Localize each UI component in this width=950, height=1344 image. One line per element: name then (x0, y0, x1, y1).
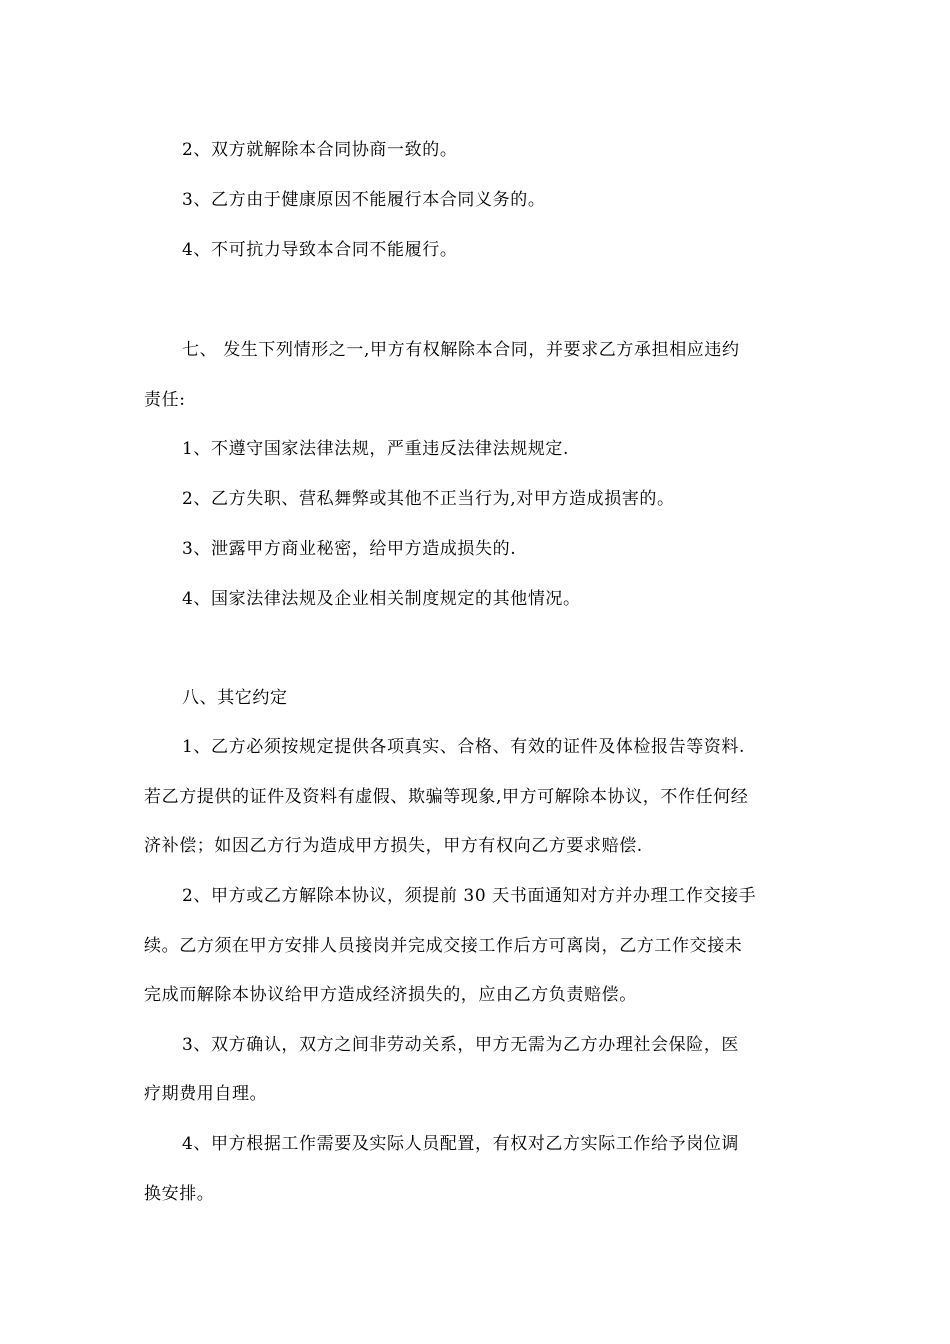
clause-8-item-2-line-3: 完成而解除本协议给甲方造成经济损失的，应由乙方负责赔偿。 (144, 985, 637, 1005)
clause-8-item-4-line-1: 4、甲方根据工作需要及实际人员配置，有权对乙方实际工作给予岗位调 (182, 1134, 740, 1154)
clause-7-item-3: 3、泄露甲方商业秘密，给甲方造成损失的. (182, 539, 517, 559)
clause-7-heading-cont: 责任: (144, 390, 186, 410)
clause-8-item-4-line-2: 换安排。 (144, 1184, 215, 1204)
clause-7-item-2: 2、乙方失职、营私舞弊或其他不正当行为,对甲方造成损害的。 (182, 489, 675, 509)
clause-6-item-4: 4、不可抗力导致本合同不能履行。 (182, 240, 458, 260)
clause-8-item-2-line-2: 续。乙方须在甲方安排人员接岗并完成交接工作后方可离岗，乙方工作交接未 (144, 936, 743, 956)
clause-6-item-2: 2、双方就解除本合同协商一致的。 (182, 140, 458, 160)
clause-8-item-1-line-3: 济补偿；如因乙方行为造成甲方损失，甲方有权向乙方要求赔偿. (144, 836, 643, 856)
clause-7-item-4: 4、国家法律法规及企业相关制度规定的其他情况。 (182, 589, 581, 609)
clause-8-item-1-line-2: 若乙方提供的证件及资料有虚假、欺骗等现象,甲方可解除本协议，不作任何经 (144, 787, 749, 807)
clause-8-item-2-line-1: 2、甲方或乙方解除本协议，须提前 30 天书面通知对方并办理工作交接手 (182, 886, 757, 906)
clause-7-heading: 七、 发生下列情形之一,甲方有权解除本合同，并要求乙方承担相应违约 (182, 340, 740, 360)
clause-8-heading: 八、其它约定 (182, 688, 288, 708)
clause-8-item-1-line-1: 1、乙方必须按规定提供各项真实、合格、有效的证件及体检报告等资料. (182, 737, 746, 757)
clause-6-item-3: 3、乙方由于健康原因不能履行本合同义务的。 (182, 190, 546, 210)
clause-7-item-1: 1、不遵守国家法律法规，严重违反法律法规规定. (182, 439, 570, 459)
clause-8-item-3-line-1: 3、双方确认，双方之间非劳动关系，甲方无需为乙方办理社会保险，医 (182, 1035, 740, 1055)
clause-8-item-3-line-2: 疗期费用自理。 (144, 1084, 268, 1104)
